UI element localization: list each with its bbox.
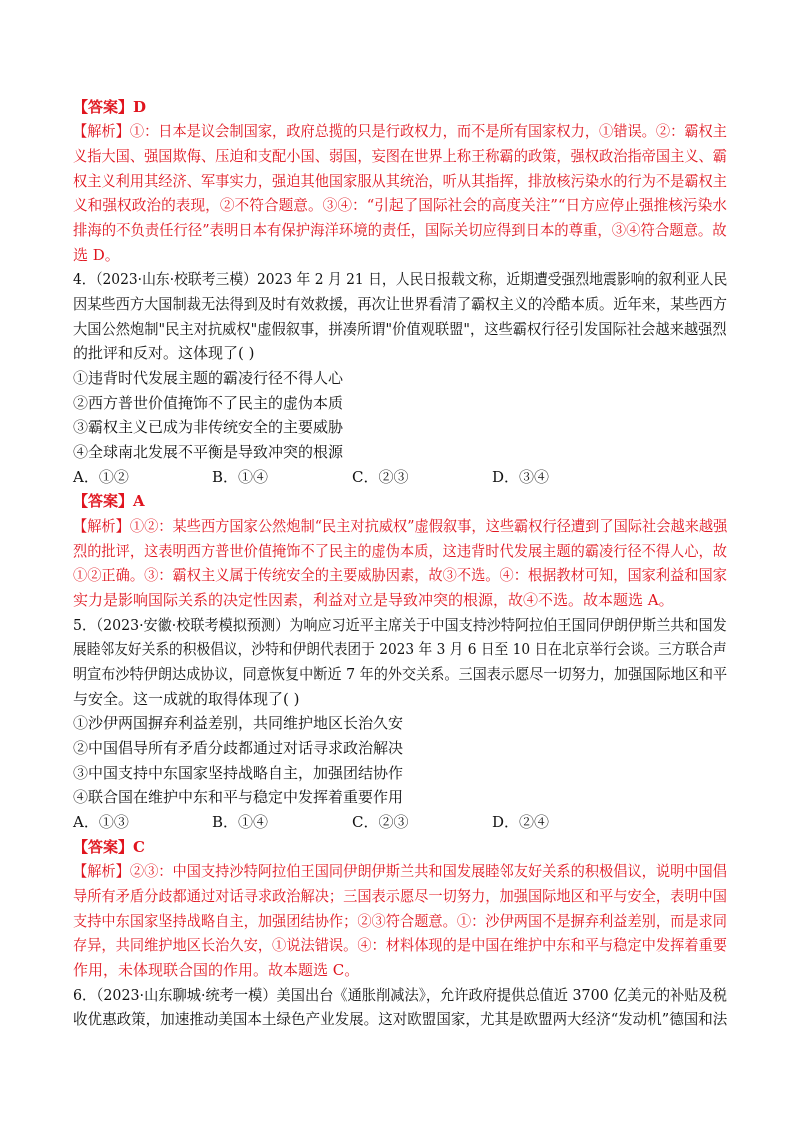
analysis-line: 烈的批评，这表明西方普世价值掩饰不了民主的虚伪本质，这违背时代发展主题的霸凌行径不得人心，故 bbox=[73, 542, 727, 560]
analysis-line: 实力是影响国际关系的决定性因素，利益对立是导致冲突的根源，故④不选。故本题选 A。 bbox=[73, 591, 674, 609]
question-stem: 6．（2023·山东聊城·统考一模）美国出台《通胀削减法》，允许政府提供总值近 3700 亿美元的补贴及税 bbox=[73, 986, 727, 1004]
analysis-line: 权主义利用其经济、军事实力，强迫其他国家服从其统治，听从其指挥，排放核污染水的行为不是霸权主 bbox=[73, 172, 727, 190]
question-item: ③中国支持中东国家坚持战略自主，加强团结协作 bbox=[73, 764, 404, 782]
question-stem: 与安全。这一成就的取得体现了( ) bbox=[73, 690, 300, 708]
analysis-line: 支持中东国家坚持战略自主，加强团结协作；②③符合题意。①：沙伊两国不是摒弃利益差别，而是求同 bbox=[73, 912, 727, 930]
answer-label: 【答案】D bbox=[73, 98, 147, 116]
question-stem: 大国公然炮制"民主对抗威权"虚假叙事，拼凑所谓"价值观联盟"，这些霸权行径引发国际社会越来越强烈 bbox=[73, 320, 727, 338]
question-stem: 因某些西方大国制裁无法得到及时有效救援，再次让世界看清了霸权主义的冷酷本质。近年来，某些西方 bbox=[73, 295, 727, 313]
question-item: ④全球南北发展不平衡是导致冲突的根源 bbox=[73, 443, 344, 461]
analysis-line: 选 D。 bbox=[73, 246, 120, 264]
option-b: B．①④ bbox=[212, 813, 269, 831]
analysis-line: 【解析】②③：中国支持沙特阿拉伯王国同伊朗伊斯兰共和国发展睦邻友好关系的积极倡议，说明中国倡 bbox=[73, 862, 727, 880]
analysis-line: 作用，未体现联合国的作用。故本题选 C。 bbox=[73, 961, 360, 979]
analysis-line: ①②正确。③：霸权主义属于传统安全的主要威胁因素，故③不选。④：根据教材可知，国家利益和国家 bbox=[73, 566, 727, 584]
analysis-line: 【解析】①：日本是议会制国家，政府总揽的只是行政权力，而不是所有国家权力，①错误。②：霸权主 bbox=[73, 122, 727, 140]
option-d: D．③④ bbox=[492, 468, 550, 486]
option-d: D．②④ bbox=[492, 813, 550, 831]
analysis-line: 导所有矛盾分歧都通过对话寻求政治解决；三国表示愿尽一切努力，加强国际地区和平与安全，表明中国 bbox=[73, 887, 727, 905]
analysis-line: 存异，共同维护地区长治久安，①说法错误。④：材料体现的是中国在维护中东和平与稳定中发挥着重要 bbox=[73, 936, 727, 954]
option-b: B．①④ bbox=[212, 468, 269, 486]
question-stem: 展睦邻友好关系的积极倡议，沙特和伊朗代表团于 2023 年 3 月 6 日至 10 日在北京举行会谈。三方联合声 bbox=[73, 640, 727, 658]
question-item: ②西方普世价值掩饰不了民主的虚伪本质 bbox=[73, 394, 344, 412]
answer-label: 【答案】A bbox=[73, 492, 145, 510]
option-a: A．①② bbox=[73, 468, 129, 486]
option-c: C．②③ bbox=[352, 468, 409, 486]
question-stem: 收优惠政策，加速推动美国本土绿色产业发展。这对欧盟国家，尤其是欧盟两大经济“发动机”德国和法 bbox=[73, 1010, 728, 1028]
analysis-line: 义和强权政治的表现，②不符合题意。③④：“引起了国际社会的高度关注”“日方应停止强推核污染水 bbox=[73, 196, 727, 214]
question-stem: 明宣布沙特伊朗达成协议，同意恢复中断近 7 年的外交关系。三国表示愿尽一切努力，加强国际地区和平 bbox=[73, 665, 728, 683]
question-item: ③霸权主义已成为非传统安全的主要威胁 bbox=[73, 418, 344, 436]
answer-label: 【答案】C bbox=[73, 838, 145, 856]
option-a: A．①③ bbox=[73, 813, 129, 831]
question-item: ④联合国在维护中东和平与稳定中发挥着重要作用 bbox=[73, 788, 404, 806]
question-item: ①沙伊两国摒弃利益差别，共同维护地区长治久安 bbox=[73, 714, 404, 732]
analysis-line: 排海的不负责任行径”表明日本有保护海洋环境的责任，国际关切应得到日本的尊重，③④符合题意。故 bbox=[73, 221, 727, 239]
analysis-line: 义指大国、强国欺侮、压迫和支配小国、弱国，妄图在世界上称王称霸的政策，强权政治指帝国主义、霸 bbox=[73, 147, 727, 165]
analysis-line: 【解析】①②：某些西方国家公然炮制“民主对抗威权”虚假叙事，这些霸权行径遭到了国际社会越来越强 bbox=[73, 517, 728, 535]
question-stem: 4．（2023·山东·校联考三模）2023 年 2 月 21 日，人民日报载文称，近期遭受强烈地震影响的叙利亚人民 bbox=[73, 270, 728, 288]
question-item: ①违背时代发展主题的霸凌行径不得人心 bbox=[73, 369, 344, 387]
option-c: C．②③ bbox=[352, 813, 409, 831]
question-item: ②中国倡导所有矛盾分歧都通过对话寻求政治解决 bbox=[73, 739, 404, 757]
question-stem: 的批评和反对。这体现了( ) bbox=[73, 344, 255, 362]
question-stem: 5．（2023·安徽·校联考模拟预测）为响应习近平主席关于中国支持沙特阿拉伯王国同伊朗伊斯兰共和国发 bbox=[73, 616, 727, 634]
